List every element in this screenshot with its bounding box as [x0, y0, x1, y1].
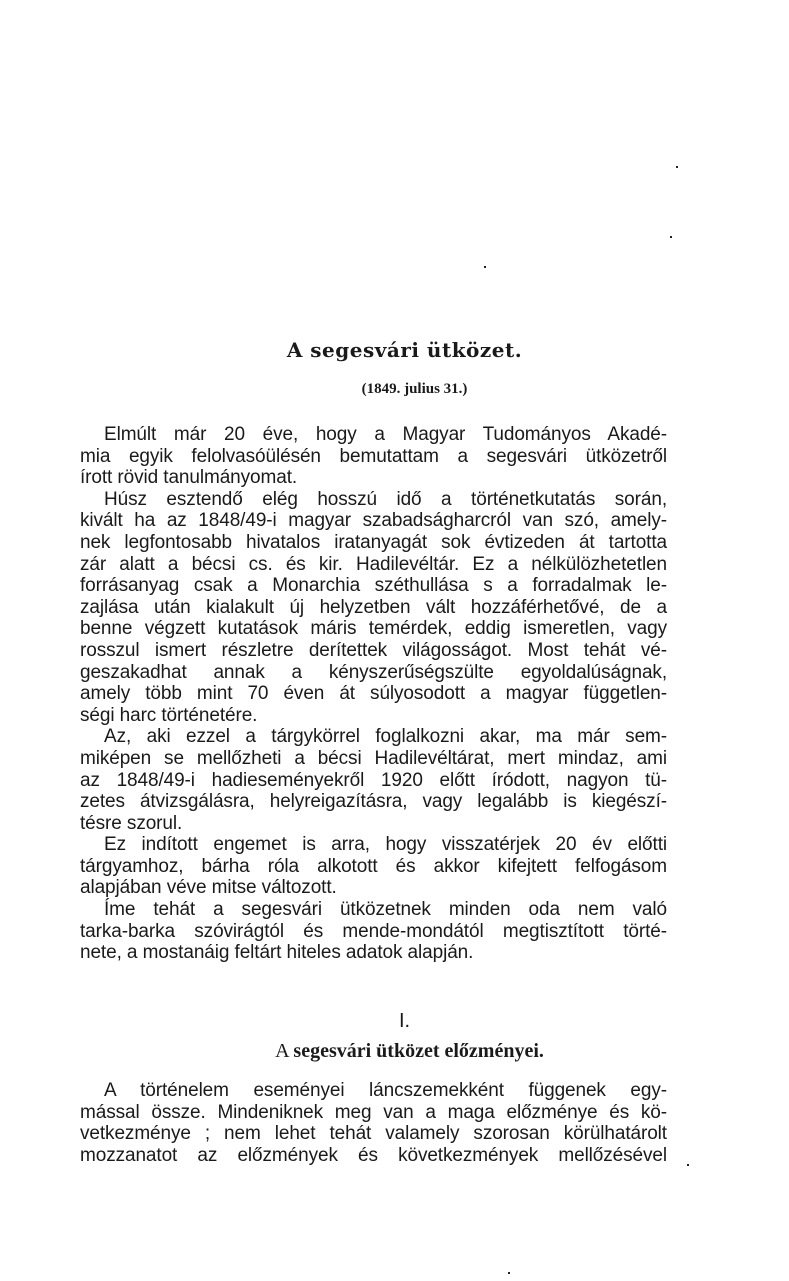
text-line: kivált ha az 1848/49-i magyar szabadságharcról van szó, amely- [80, 510, 667, 532]
text-line: miképen se mellőzheti a bécsi Hadilevéltárat, mert mindaz, ami [80, 747, 667, 769]
text-line: mia egyik felolvasóülésén bemutattam a segesvári ütközetről [80, 445, 667, 467]
text-line: amely több mint 70 éven át súlyosodott a magyar független- [80, 683, 667, 705]
text-line: írott rövid tanulmányomat. [80, 467, 298, 489]
document-title: A segesvári ütközet. [286, 338, 523, 362]
text-line: Elmúlt már 20 éve, hogy a Magyar Tudományos Akadé- [104, 424, 667, 445]
text-line: Az, aki ezzel a tárgykörrel foglalkozni akar, ma már sem- [104, 726, 667, 748]
scan-speck [508, 1272, 510, 1274]
section-number: I. [398, 1010, 411, 1032]
section-title [0, 1040, 789, 1063]
text-line: Húsz esztendő elég hosszú idő a történetkutatás során, [104, 488, 667, 510]
text-line: forrásanyag csak a Monarchia széthullása s a forradalmak le- [80, 575, 667, 597]
text-line: benne végzett kutatások máris temérdek, eddig ismeretlen, vagy [80, 618, 667, 640]
text-line: alapjában véve mitse változott. [80, 877, 337, 899]
scan-speck [687, 1164, 689, 1166]
text-line: vetkezménye ; nem lehet tehát valamely szorosan körülhatárolt [80, 1123, 667, 1145]
text-line: mozzanatot az előzmények és következmények mellőzésével [80, 1144, 667, 1166]
document-date: (1849. julius 31.) [361, 381, 468, 397]
intro-text [80, 424, 667, 964]
section-text [80, 1080, 667, 1166]
text-line: geszakadhat annak a kényszerűségszülte egyoldalúságnak, [80, 661, 667, 683]
section-title-prefix: A [275, 1040, 289, 1062]
text-line: Íme tehát a segesvári ütközetnek minden oda nem való [104, 899, 667, 921]
scan-speck [676, 166, 678, 168]
text-line: rosszul ismert részletre derítettek világosságot. Most tehát vé- [80, 639, 667, 661]
text-line: tésre szorul. [80, 812, 183, 834]
text-line: zár alatt a bécsi cs. és kir. Hadilevéltár. Ez a nélkülözhetetlen [80, 553, 667, 575]
text-line: mással össze. Mindeniknek meg van a maga előzménye és kö- [80, 1101, 667, 1123]
text-line: nek legfontosabb hivatalos iratanyagát sok évtizeden át tartotta [80, 531, 667, 553]
text-line: az 1848/49-i hadieseményekről 1920 előtt íródott, nagyon tü- [80, 769, 667, 791]
scan-speck [484, 266, 486, 268]
text-line: A történelem eseményei láncszemekként függenek egy- [104, 1080, 667, 1101]
text-line: nete, a mostanáig feltárt hiteles adatok alapján. [80, 942, 474, 964]
text-line: tárgyamhoz, bárha róla alkotott és akkor kifejtett felfogásom [80, 855, 667, 877]
text-line: tarka-barka szóvirágtól és mende-mondától megtisztított törté- [80, 920, 667, 942]
text-line: Ez indított engemet is arra, hogy visszatérjek 20 év előtti [104, 834, 667, 856]
text-line: ségi harc történetére. [80, 704, 258, 726]
text-line: zetes átvizsgálásra, helyreigazításra, vagy legalább is kiegészí- [80, 791, 667, 813]
scan-speck [670, 236, 672, 238]
text-line: zajlása után kialakult új helyzetben vált hozzáférhetővé, de a [80, 596, 667, 618]
section-title-bold: segesvári ütközet előzményei. [293, 1040, 544, 1062]
